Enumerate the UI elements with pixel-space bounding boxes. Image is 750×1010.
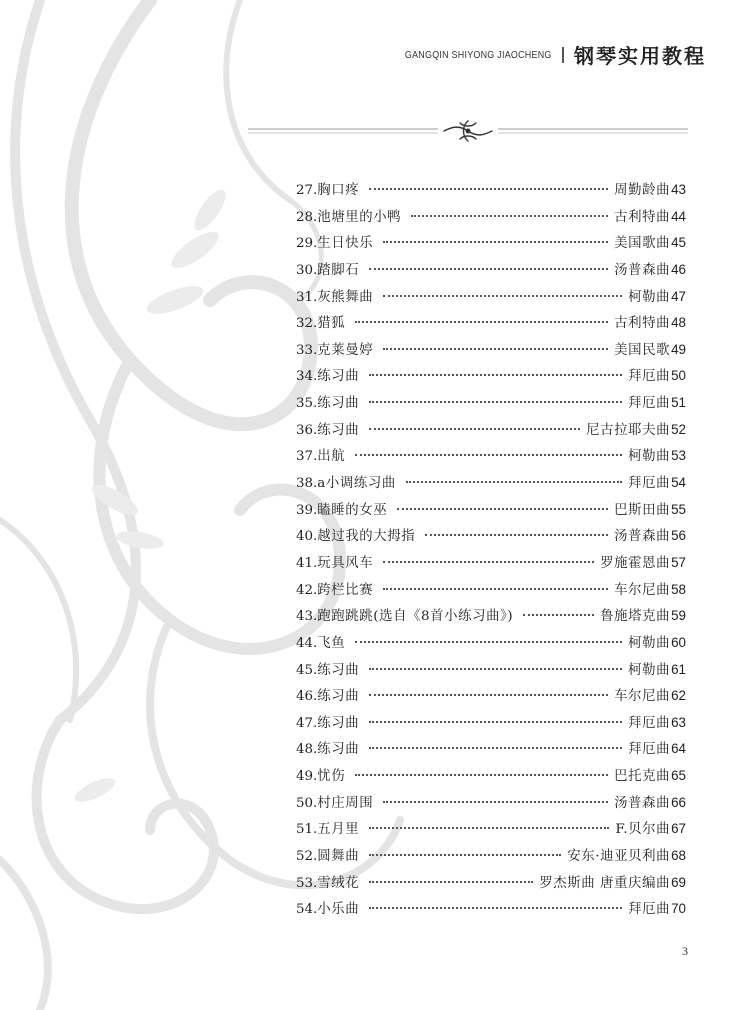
toc-entry-number: 50.	[296, 795, 318, 811]
toc-entry-title: 胸口疼	[317, 183, 360, 198]
toc-entry-page: 65	[671, 768, 686, 784]
toc-entry-number: 35.	[296, 396, 318, 412]
toc-leader-dots	[411, 214, 608, 217]
toc-entry-title: 练习曲	[317, 369, 360, 385]
toc-entry-page: 46	[671, 261, 686, 277]
toc-leader-dots	[369, 187, 608, 190]
toc-entry[interactable]	[296, 312, 686, 339]
toc-entry-page: 60	[671, 634, 686, 650]
toc-leader-dots	[369, 746, 622, 749]
toc-entry-title: 克莱曼婷	[317, 342, 374, 358]
toc-entry-title: 出航	[317, 449, 346, 465]
toc-entry-number: 44.	[296, 635, 318, 651]
toc-entry-title: 池塘里的小鸭	[317, 209, 402, 225]
toc-entry[interactable]	[296, 579, 686, 606]
toc-entry-number: 39.	[296, 502, 318, 518]
toc-entry[interactable]	[296, 552, 686, 579]
toc-entry-page: 58	[671, 581, 686, 597]
toc-leader-dots	[369, 880, 533, 883]
toc-entry-composer: 巴托克曲	[614, 769, 671, 785]
toc-leader-dots	[425, 533, 608, 536]
toc-entry-number: 43.	[296, 609, 318, 625]
toc-entry[interactable]	[296, 259, 686, 286]
toc-entry-number: 42.	[296, 582, 318, 598]
toc-entry-number: 54.	[296, 902, 318, 918]
toc-entry-composer: 车尔尼曲	[614, 582, 671, 598]
header-separator	[562, 47, 564, 63]
toc-entry[interactable]	[296, 472, 686, 499]
toc-entry-composer: 古利特曲	[614, 209, 671, 225]
toc-entry-composer: 周勤龄曲	[614, 183, 671, 198]
toc-entry-title: 小乐曲	[317, 902, 360, 918]
toc-entry-composer: 车尔尼曲	[614, 689, 671, 705]
toc-entry-title: a小调练习曲	[317, 476, 396, 492]
toc-entry[interactable]	[296, 206, 686, 233]
toc-entry-title: 五月里	[317, 822, 360, 838]
toc-entry-page: 66	[671, 794, 686, 810]
toc-entry-title: 练习曲	[317, 422, 360, 438]
toc-entry[interactable]	[296, 365, 686, 392]
toc-entry-page: 69	[671, 874, 686, 890]
toc-entry-page: 43	[671, 182, 686, 197]
toc-entry-composer: 美国歌曲	[614, 236, 671, 252]
toc-entry-page: 68	[671, 848, 686, 864]
toc-leader-dots	[383, 347, 608, 350]
toc-entry-title: 生日快乐	[317, 236, 374, 252]
toc-entry-number: 31.	[296, 289, 318, 305]
toc-leader-dots	[406, 480, 622, 483]
toc-entry-title: 跨栏比赛	[317, 582, 374, 598]
toc-entry-page: 47	[671, 288, 686, 304]
toc-entry-title: 跑跑跳跳(选自《8首小练习曲》)	[317, 609, 514, 625]
toc-leader-dots	[383, 560, 594, 563]
toc-entry[interactable]	[296, 339, 686, 366]
toc-entry-title: 练习曲	[317, 689, 360, 705]
toc-entry-title: 练习曲	[317, 396, 360, 412]
toc-entry-page: 51	[671, 395, 686, 411]
toc-entry-composer: 柯勒曲	[628, 289, 671, 305]
toc-entry-composer: 汤普森曲	[614, 795, 671, 811]
toc-entry-number: 41.	[296, 555, 318, 571]
toc-entry-title: 村庄周围	[317, 795, 374, 811]
toc-entry-composer: 汤普森曲	[614, 262, 671, 278]
toc-entry-composer: 拜厄曲	[628, 476, 671, 492]
toc-entry-page: 57	[671, 554, 686, 570]
toc-entry[interactable]	[296, 845, 686, 872]
toc-entry-page: 54	[671, 475, 686, 491]
toc-entry[interactable]	[296, 632, 686, 659]
toc-leader-dots	[369, 667, 622, 670]
toc-entry-page: 50	[671, 368, 686, 384]
toc-entry-title: 踏脚石	[317, 262, 360, 278]
toc-entry-composer: 拜厄曲	[628, 715, 671, 731]
toc-entry-number: 47.	[296, 715, 318, 731]
toc-entry-number: 37.	[296, 449, 318, 465]
toc-leader-dots	[397, 507, 608, 510]
toc-leader-dots	[369, 853, 561, 856]
toc-entry-page: 61	[671, 661, 686, 677]
toc-leader-dots	[383, 240, 608, 243]
toc-entry-page: 52	[671, 421, 686, 437]
toc-entry[interactable]	[296, 659, 686, 686]
toc-entry-number: 28.	[296, 209, 318, 225]
toc-entry-number: 46.	[296, 689, 318, 705]
toc-entry-number: 53.	[296, 875, 318, 891]
toc-entry-composer: 柯勒曲	[628, 449, 671, 465]
toc-leader-dots	[355, 453, 622, 456]
toc-entry-number: 45.	[296, 662, 318, 678]
toc-entry[interactable]	[296, 605, 686, 632]
toc-entry-composer: 拜厄曲	[628, 902, 671, 918]
toc-entry-page: 49	[671, 341, 686, 357]
toc-entry-number: 38.	[296, 476, 318, 492]
running-header	[379, 40, 706, 69]
toc-leader-dots	[369, 720, 622, 723]
toc-entry[interactable]	[296, 685, 686, 712]
toc-entry[interactable]	[296, 898, 686, 925]
toc-entry-page: 64	[671, 741, 686, 757]
toc-leader-dots	[369, 373, 622, 376]
toc-entry-composer: 柯勒曲	[628, 662, 671, 678]
toc-entry-composer: 美国民歌	[614, 342, 671, 358]
toc-entry-page: 70	[671, 901, 686, 917]
toc-entry-page: 45	[671, 235, 686, 251]
toc-entry[interactable]	[296, 286, 686, 313]
toc-entry-composer: 安东·迪亚贝利曲	[567, 849, 671, 865]
toc-entry-composer: 巴斯田曲	[614, 502, 671, 518]
toc-entry-page: 55	[671, 501, 686, 517]
toc-entry[interactable]	[296, 712, 686, 739]
toc-leader-dots	[369, 267, 608, 270]
toc-entry-composer: 罗施霍恩曲	[600, 555, 671, 571]
toc-leader-dots	[355, 320, 608, 323]
toc-entry-composer: F.贝尔曲	[615, 822, 671, 838]
toc-entry-number: 40.	[296, 529, 318, 545]
toc-leader-dots	[369, 400, 622, 403]
toc-entry[interactable]	[296, 445, 686, 472]
toc-entry-page: 53	[671, 448, 686, 464]
toc-entry-number: 51.	[296, 822, 318, 838]
toc-entry-page: 62	[671, 688, 686, 704]
toc-entry-title: 猎狐	[317, 316, 346, 332]
toc-entry-title: 越过我的大拇指	[317, 529, 416, 545]
ornamental-divider	[248, 118, 688, 144]
toc-entry-title: 雪绒花	[317, 875, 360, 891]
toc-entry-composer: 柯勒曲	[628, 635, 671, 651]
toc-leader-dots	[383, 587, 608, 590]
toc-leader-dots	[355, 773, 608, 776]
toc-entry[interactable]	[296, 179, 686, 206]
toc-entry-number: 32.	[296, 316, 318, 332]
toc-entry-title: 灰熊舞曲	[317, 289, 374, 305]
toc-entry-title: 飞鱼	[317, 635, 346, 651]
toc-leader-dots	[369, 427, 580, 430]
toc-entry-title: 玩具风车	[317, 555, 374, 571]
toc-entry-title: 瞌睡的女巫	[317, 502, 388, 518]
toc-entry-page: 67	[671, 821, 686, 837]
toc-leader-dots	[383, 800, 608, 803]
toc-entry-number: 33.	[296, 342, 318, 358]
toc-entry-title: 忧伤	[317, 769, 346, 785]
toc-entry-number: 29.	[296, 236, 318, 252]
toc-entry-title: 圆舞曲	[317, 849, 360, 865]
toc-leader-dots	[523, 613, 594, 616]
toc-leader-dots	[369, 693, 608, 696]
toc-entry-number: 49.	[296, 769, 318, 785]
toc-entry-composer: 古利特曲	[614, 316, 671, 332]
toc-entry-composer: 罗杰斯曲 唐重庆编曲	[539, 875, 671, 891]
toc-entry[interactable]	[296, 525, 686, 552]
toc-entry[interactable]	[296, 232, 686, 259]
toc-entry-number: 36.	[296, 422, 318, 438]
flourish-icon	[444, 121, 492, 141]
toc-entry[interactable]	[296, 419, 686, 446]
toc-entry-composer: 尼古拉耶夫曲	[586, 422, 671, 438]
toc-entry[interactable]	[296, 792, 686, 819]
toc-entry-title: 练习曲	[317, 715, 360, 731]
toc-entry-page: 44	[671, 208, 686, 224]
toc-entry-composer: 鲁施塔克曲	[600, 609, 671, 625]
toc-entry[interactable]	[296, 499, 686, 526]
header-title-cn: 钢琴实用教程	[574, 44, 706, 68]
toc-entry-number: 30.	[296, 262, 318, 278]
toc-entry-page: 63	[671, 714, 686, 730]
toc-entry-title: 练习曲	[317, 742, 360, 758]
toc-entry-page: 48	[671, 315, 686, 331]
toc-entry-number: 48.	[296, 742, 318, 758]
toc-entry-number: 34.	[296, 369, 318, 385]
toc-leader-dots	[383, 294, 622, 297]
toc-entry-composer: 拜厄曲	[628, 742, 671, 758]
toc-entry-composer: 拜厄曲	[628, 369, 671, 385]
toc-leader-dots	[369, 906, 622, 909]
toc-entry[interactable]	[296, 818, 686, 845]
toc-entry-page: 56	[671, 528, 686, 544]
table-of-contents	[296, 179, 686, 925]
toc-entry[interactable]	[296, 765, 686, 792]
header-subtitle-en: GANGQIN SHIYONG JIAOCHENG	[405, 48, 552, 61]
toc-entry-composer: 拜厄曲	[628, 396, 671, 412]
toc-entry-number: 27.	[296, 183, 318, 198]
page-number: 3	[682, 944, 688, 958]
toc-entry-composer: 汤普森曲	[614, 529, 671, 545]
toc-entry-page: 59	[671, 608, 686, 624]
toc-entry-title: 练习曲	[317, 662, 360, 678]
toc-entry-number: 52.	[296, 849, 318, 865]
toc-entry[interactable]	[296, 392, 686, 419]
toc-entry[interactable]	[296, 872, 686, 899]
toc-leader-dots	[369, 826, 609, 829]
toc-leader-dots	[355, 640, 622, 643]
toc-entry[interactable]	[296, 738, 686, 765]
